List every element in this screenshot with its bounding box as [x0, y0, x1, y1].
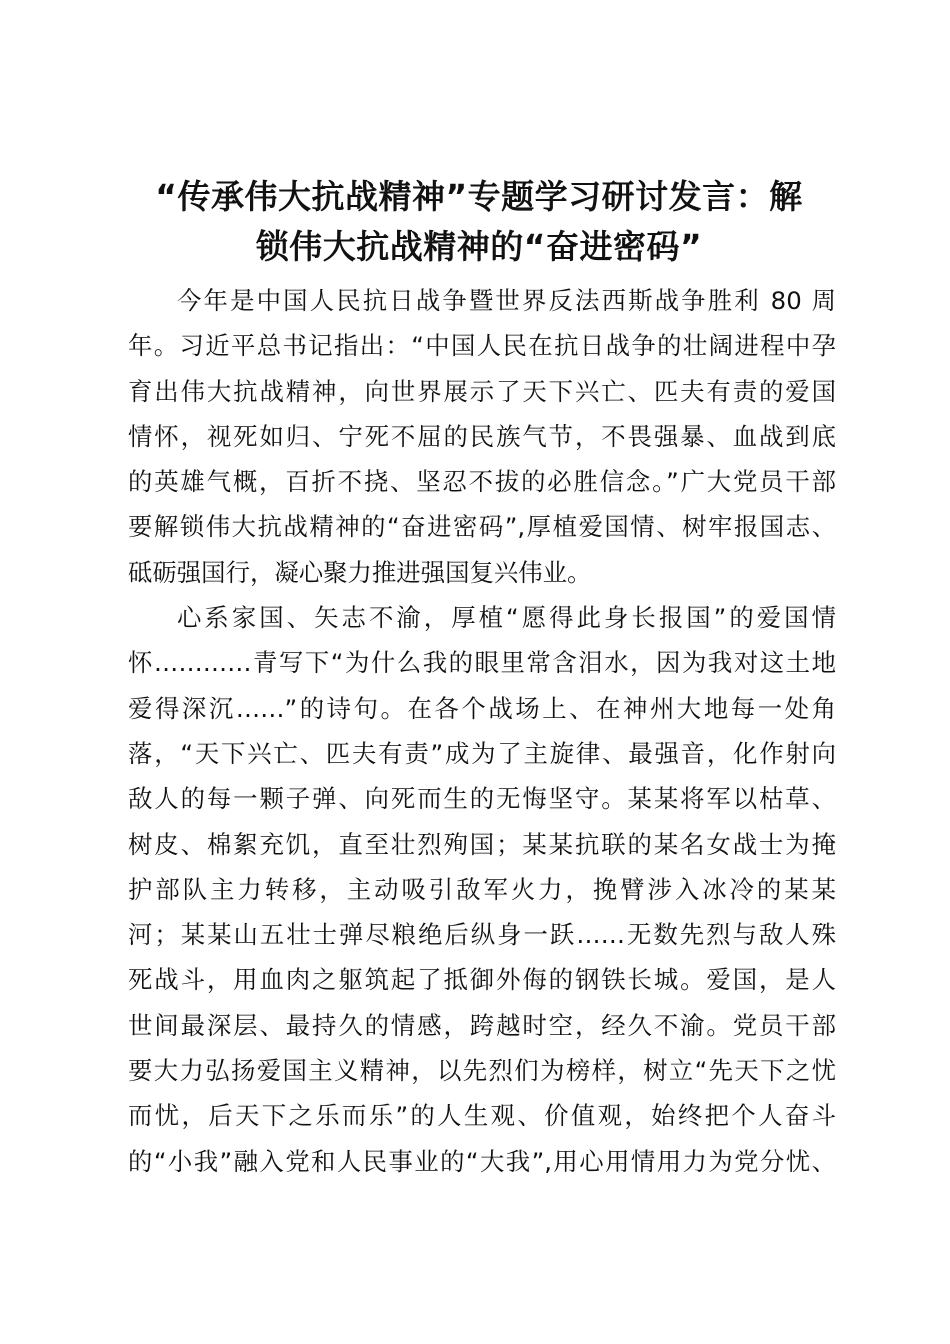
text-line: 的英雄气概，百折不挠、坚忍不拔的必胜信念。”广大党员干部 [128, 467, 836, 497]
text-line: 护部队主力转移，主动吸引敌军火力，挽臂涉入冰冷的某某 [128, 874, 836, 904]
text-line: 年。习近平总书记指出：“中国人民在抗日战争的壮阔进程中孕 [128, 331, 836, 361]
text-line: 砥砺强国行，凝心聚力推进强国复兴伟业。 [128, 557, 592, 587]
text-line: 情怀，视死如归、宁死不屈的民族气节，不畏强暴、血战到底 [128, 421, 836, 451]
text-line: 落，“天下兴亡、匹夫有责”成为了主旋律、最强音，化作射向 [128, 738, 836, 768]
title-line: “传承伟大抗战精神”专题学习研讨发言：解 [155, 177, 803, 216]
text-line: 心系家国、矢志不渝，厚植“愿得此身长报国”的爱国情 [177, 603, 836, 633]
text-line: 树皮、棉絮充饥，直至壮烈殉国；某某抗联的某名女战士为掩 [128, 829, 836, 859]
text-line: 今年是中国人民抗日战争暨世界反法西斯战争胜利 80 周 [177, 286, 836, 315]
text-line: 世间最深层、最持久的情感，跨越时空，经久不渝。党员干部 [128, 1010, 836, 1040]
text-line: 死战斗，用血肉之躯筑起了抵御外侮的钢铁长城。爱国，是人 [128, 965, 836, 995]
text-line: 要解锁伟大抗战精神的“奋进密码”,厚植爱国情、树牢报国志、 [128, 512, 836, 542]
document-title [120, 172, 838, 272]
text-line: 怀…………青写下“为什么我的眼里常含泪水，因为我对这土地 [128, 648, 836, 678]
text-line: 的“小我”融入党和人民事业的“大我”,用心用情用力为党分忧、 [128, 1146, 836, 1176]
text-line: 敌人的每一颗子弹、向死而生的无悔坚守。某某将军以枯草、 [128, 784, 836, 814]
text-line: 育出伟大抗战精神，向世界展示了天下兴亡、匹夫有责的爱国 [128, 376, 836, 406]
title-line: 锁伟大抗战精神的“奋进密码” [255, 227, 703, 266]
text-line: 而忧，后天下之乐而乐”的人生观、价值观，始终把个人奋斗 [128, 1101, 836, 1131]
text-line: 河；某某山五壮士弹尽粮绝后纵身一跃……无数先烈与敌人殊 [128, 920, 836, 950]
text-line: 爱得深沉……”的诗句。在各个战场上、在神州大地每一处角 [128, 693, 836, 723]
document-body [128, 278, 836, 1184]
paragraph-2 [128, 595, 836, 1184]
paragraph-1 [128, 278, 836, 595]
text-line: 要大力弘扬爱国主义精神，以先烈们为榜样，树立“先天下之忧 [128, 1056, 836, 1086]
